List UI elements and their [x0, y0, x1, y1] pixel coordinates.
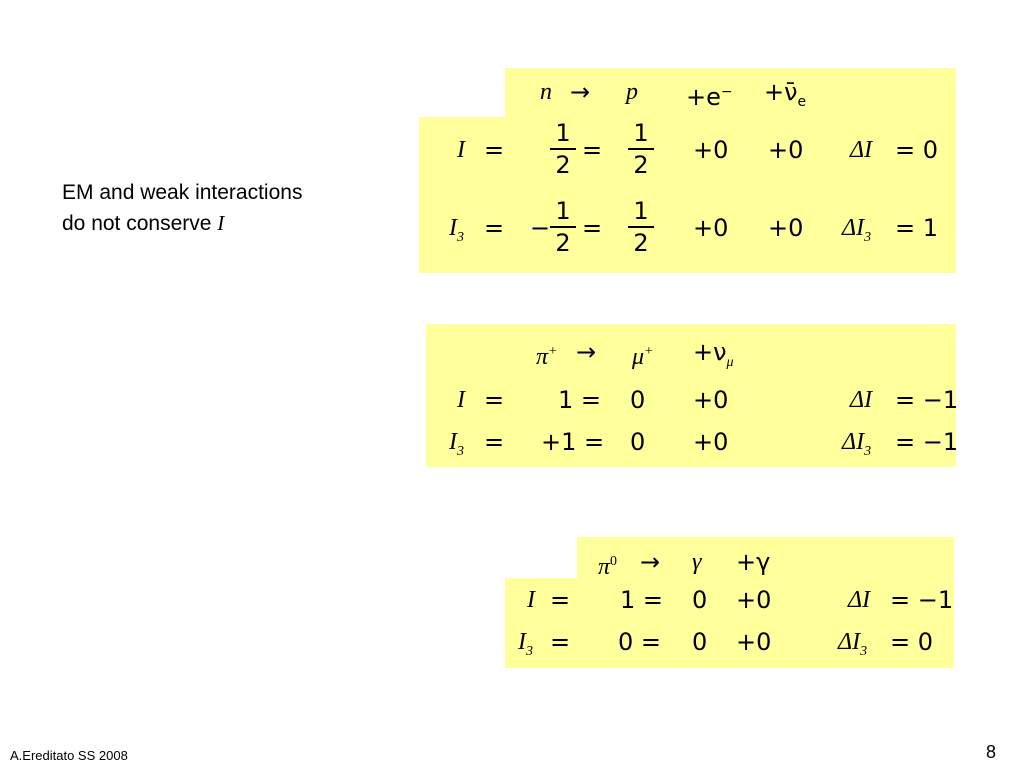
p1-row-I3-delta: $\Delta I_3$ — [842, 215, 872, 245]
p1-row-I3-t3: +0 — [693, 214, 729, 242]
panel-2-bg — [426, 324, 959, 467]
p2-particle-mu: μ+ — [632, 344, 654, 370]
p2-particle-pi: π+ — [536, 344, 558, 370]
p2-row-I3-delta: $\Delta I_3$ — [842, 429, 872, 459]
p3-row-I3-eq: = — [550, 628, 571, 656]
p1-row-I3-t4: +0 — [768, 214, 804, 242]
p3-arrow: → — [640, 548, 661, 576]
p2-row-I-label: I — [457, 387, 465, 413]
p2-row-I3-v2: 0 — [630, 428, 646, 456]
p3-row-I-v1: 1 = — [620, 586, 664, 614]
p3-row-I3-v1: 0 = — [618, 628, 662, 656]
p1-row-I3-eq: = — [484, 214, 505, 242]
p3-row-I3-label: $I_3$ — [518, 629, 533, 659]
p1-row-I-label: I — [457, 137, 465, 163]
p3-row-I-delta-val: = −1 — [890, 586, 954, 614]
p1-row-I3-frac2: 1 2 — [628, 198, 654, 256]
note-variable: I — [217, 211, 225, 235]
panel-3-body-bg — [505, 578, 954, 668]
p2-row-I3-label: $I_3$ — [449, 429, 464, 459]
p1-row-I-eq: = — [484, 136, 505, 164]
p3-row-I-v2: 0 — [692, 586, 708, 614]
p2-row-I-delta-val: = −1 — [895, 386, 959, 414]
p2-row-I3-v3: +0 — [693, 428, 729, 456]
p1-particle-n: n — [540, 79, 552, 105]
p1-row-I3-sign: − — [530, 214, 551, 242]
p2-row-I3-eq: = — [484, 428, 505, 456]
p1-row-I-frac2: 1 2 — [628, 120, 654, 178]
note-line-2: do not conserve I — [62, 211, 225, 235]
note-line-1: EM and weak interactions — [62, 181, 303, 204]
p3-row-I-v3: +0 — [736, 586, 772, 614]
p1-row-I-delta: ΔI — [850, 137, 873, 163]
p3-row-I3-delta-val: = 0 — [890, 628, 934, 656]
p3-row-I-eq: = — [550, 586, 571, 614]
p3-row-I-delta: ΔI — [848, 587, 871, 613]
p3-particle-pi0: $\pi^0$ — [598, 554, 618, 580]
p1-row-I3-delta-val: = 1 — [895, 214, 939, 242]
p3-particle-gamma: γ — [692, 549, 702, 575]
p2-row-I3-v1: +1 = — [541, 428, 605, 456]
p2-row-I-v1: 1 = — [558, 386, 602, 414]
p3-row-I3-v3: +0 — [736, 628, 772, 656]
p1-particle-p: p — [626, 79, 638, 105]
p1-row-I-t3: +0 — [693, 136, 729, 164]
p1-row-I3-frac1: 1 2 — [550, 198, 576, 256]
p2-row-I3-delta-val: = −1 — [895, 428, 959, 456]
p1-row-I3-eq2: = — [582, 214, 603, 242]
p1-row-I-delta-val: = 0 — [895, 136, 939, 164]
p1-row-I-t4: +0 — [768, 136, 804, 164]
page-number: 8 — [986, 742, 997, 762]
p2-row-I-delta: ΔI — [850, 387, 873, 413]
p1-row-I-frac1: 1 2 — [550, 120, 576, 178]
footer-author: A.Ereditato SS 2008 — [10, 748, 128, 763]
p2-arrow: → — [576, 338, 597, 366]
p2-particle-nu: $+\nu_\mu$ — [693, 338, 734, 370]
p1-particle-antinu: $+\nū_e$ — [764, 78, 807, 110]
p1-row-I-eq2: = — [582, 136, 603, 164]
p2-row-I-eq: = — [484, 386, 505, 414]
p1-particle-e: +e− — [686, 83, 733, 111]
p2-row-I-v3: +0 — [693, 386, 729, 414]
note-text — [62, 178, 302, 239]
p3-particle-gamma-2: +γ — [736, 548, 771, 576]
p1-row-I3-label: $I_3$ — [449, 215, 464, 245]
p3-row-I-label: I — [527, 587, 535, 613]
p3-row-I3-delta: $\Delta I_3$ — [838, 629, 868, 659]
p2-row-I-v2: 0 — [630, 386, 646, 414]
p3-row-I3-v2: 0 — [692, 628, 708, 656]
p1-arrow: → — [570, 78, 591, 106]
